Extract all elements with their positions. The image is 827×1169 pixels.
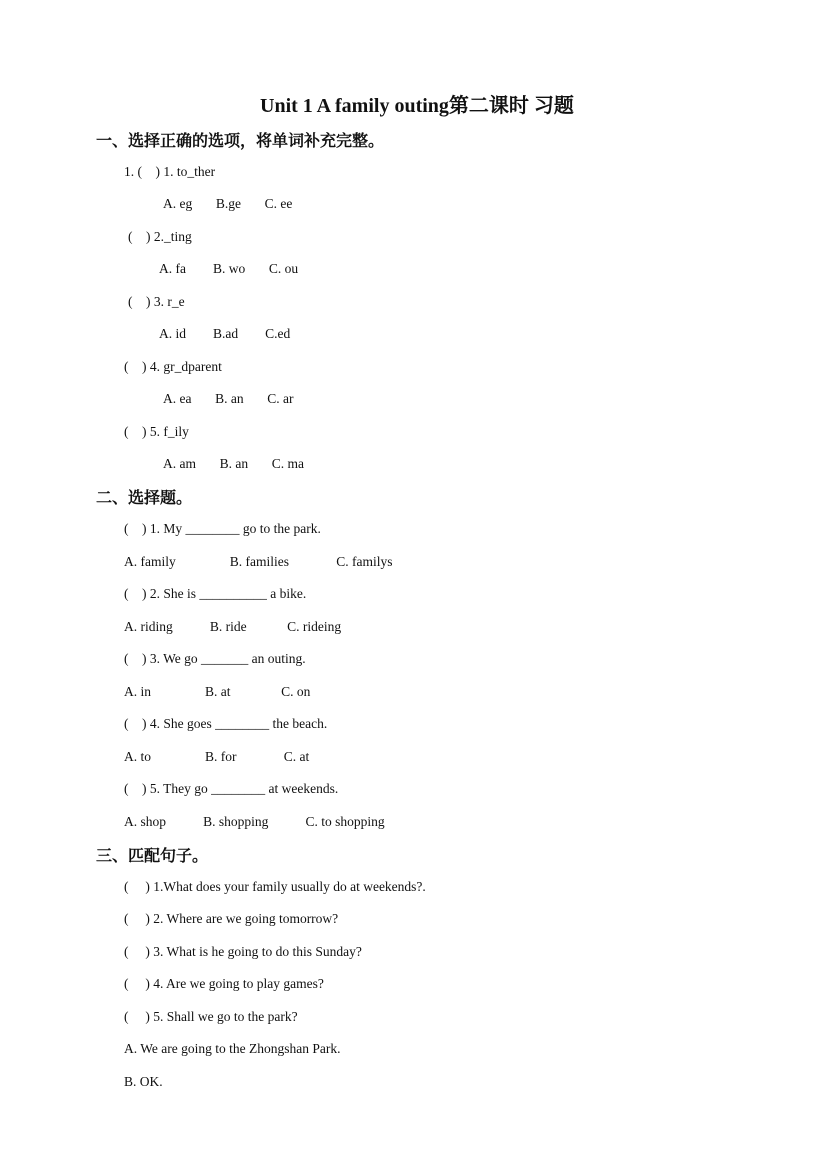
question-line: ( ) 2. She is __________ a bike. <box>124 586 307 601</box>
options-line: A. shop B. shopping C. to shopping <box>124 814 385 829</box>
options-line: A. am B. an C. ma <box>163 456 304 471</box>
question-line: 1. ( ) 1. to_ther <box>124 164 216 179</box>
options-line: A. riding B. ride C. rideing <box>124 619 342 634</box>
section-2-heading: 二、选择题。 <box>96 490 193 507</box>
section-1-heading: 一、选择正确的选项，将单词补充完整。 <box>96 133 385 150</box>
question-line: ( ) 3. We go _______ an outing. <box>124 651 306 666</box>
question-line: ( ) 4. She goes ________ the beach. <box>124 716 328 731</box>
match-question-line: ( ) 2. Where are we going tomorrow? <box>124 911 339 926</box>
options-line: A. in B. at C. on <box>124 684 311 699</box>
options-line: A. fa B. wo C. ou <box>159 261 299 276</box>
match-answer-line: B. OK. <box>124 1074 163 1089</box>
question-line: ( ) 2._ting <box>128 229 192 244</box>
match-question-line: ( ) 3. What is he going to do this Sunday? <box>124 944 362 959</box>
question-line: ( ) 1. My ________ go to the park. <box>124 521 321 536</box>
section-3-heading: 三、匹配句子。 <box>96 848 209 865</box>
question-line: ( ) 4. gr_dparent <box>124 359 222 374</box>
question-line: ( ) 3. r_e <box>128 294 185 309</box>
options-line: A. ea B. an C. ar <box>163 391 294 406</box>
question-line: ( ) 5. They go ________ at weekends. <box>124 781 339 796</box>
match-question-line: ( ) 1.What does your family usually do at weekends?. <box>124 879 426 894</box>
options-line: A. eg B.ge C. ee <box>163 196 293 211</box>
options-line: A. to B. for C. at <box>124 749 310 764</box>
options-line: A. family B. families C. familys <box>124 554 393 569</box>
match-question-line: ( ) 4. Are we going to play games? <box>124 976 324 991</box>
page-title: Unit 1 A family outing第二课时 习题 <box>260 95 574 117</box>
question-line: ( ) 5. f_ily <box>124 424 189 439</box>
match-question-line: ( ) 5. Shall we go to the park? <box>124 1009 298 1024</box>
options-line: A. id B.ad C.ed <box>159 326 291 341</box>
match-answer-line: A. We are going to the Zhongshan Park. <box>124 1041 341 1056</box>
